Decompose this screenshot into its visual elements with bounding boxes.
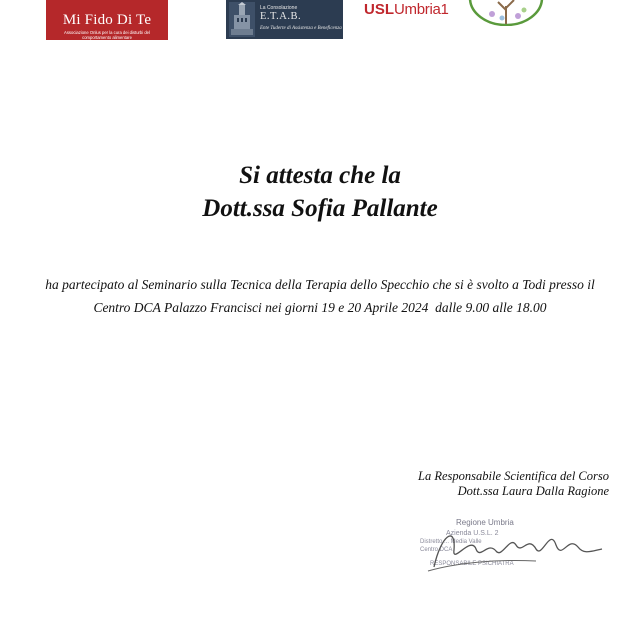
signatory-name: Dott.ssa Laura Dalla Ragione [457, 484, 609, 498]
certificate-body-line2: Centro DCA Palazzo Francisci nei giorni 19 e 20 Aprile 2024 dalle 9.00 alle 18.00 [93, 300, 547, 315]
etab-prefix: La Consolazione [260, 5, 298, 11]
signature-block [418, 469, 609, 499]
etab-logo [226, 0, 343, 39]
svg-text:Azienda U.S.L. 2: Azienda U.S.L. 2 [446, 530, 499, 537]
tree-logo-icon [468, 0, 544, 26]
svg-text:Centro DCA: Centro DCA [420, 547, 453, 553]
etab-name: E.T.A.B. [260, 11, 302, 22]
building-icon [229, 2, 255, 37]
mi-fido-logo-name: Mi Fido Di Te [62, 12, 152, 28]
certificate-title-line1: Si attesta che la [239, 162, 401, 189]
certificate-body-line1: ha partecipato al Seminario sulla Tecnica della Terapia dello Specchio che si è svolto a Todi presso il [45, 277, 595, 292]
usl-umbria-logo [364, 0, 449, 22]
mi-fido-di-te-logo [46, 0, 168, 40]
official-stamp-and-signature [416, 505, 606, 585]
usl-text: USL [364, 1, 394, 18]
certificate-recipient-name: Dott.ssa Sofia Pallante [202, 195, 438, 222]
svg-text:Regione Umbria: Regione Umbria [456, 518, 514, 527]
svg-text:RESPONSABILE PSICHIATRA: RESPONSABILE PSICHIATRA [430, 561, 514, 567]
mi-fido-logo-tagline: Associazione Onlus per la cura dei disturbi del comportamento alimentare [64, 30, 150, 40]
umbria-text: Umbria1 [394, 1, 449, 18]
etab-subtitle: Ente Tuderte di Assistenza e Beneficenza [260, 26, 342, 31]
svg-text:Distretto ... Media Valle: Distretto ... Media Valle [420, 539, 482, 545]
signatory-role: La Responsabile Scientifica del Corso [418, 469, 609, 483]
